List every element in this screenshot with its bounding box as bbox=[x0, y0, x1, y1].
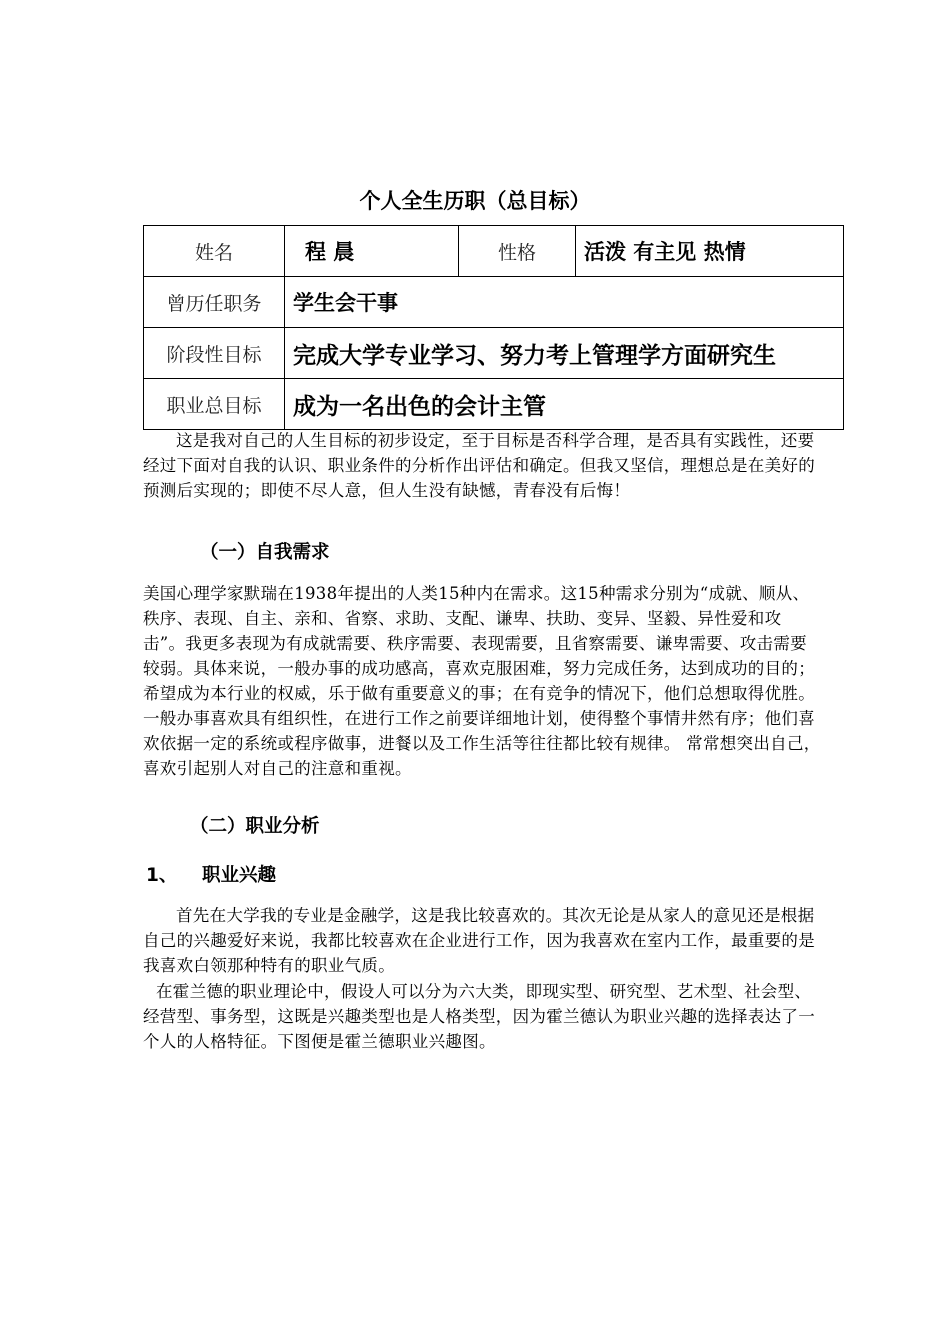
personality-label: 性格 bbox=[459, 226, 576, 277]
name-label: 姓名 bbox=[144, 226, 285, 277]
career-goal-label: 职业总目标 bbox=[144, 379, 285, 430]
personality-value: 活泼 有主见 热情 bbox=[576, 226, 844, 277]
position-label: 曾历任职务 bbox=[144, 277, 285, 328]
section-heading-self-needs: （一）自我需求 bbox=[200, 542, 330, 563]
table-row bbox=[144, 277, 844, 328]
table-row bbox=[144, 379, 844, 430]
table-row bbox=[144, 328, 844, 379]
profile-table bbox=[143, 225, 844, 430]
career-interest-paragraph-2: 在霍兰德的职业理论中，假设人可以分为六大类，即现实型、研究型、艺术型、社会型、经营型、事务型，这既是兴趣类型也是人格类型，因为霍兰德认为职业兴趣的选择表达了一个人的人格特征。下图便是霍兰德职业兴趣图。 bbox=[143, 982, 815, 1051]
name-value: 程 晨 bbox=[285, 226, 459, 277]
table-row bbox=[144, 226, 844, 277]
career-goal-value: 成为一名出色的会计主管 bbox=[285, 379, 844, 430]
section-heading-career-analysis: （二）职业分析 bbox=[190, 816, 320, 837]
subheading-number: 1、 bbox=[146, 865, 178, 886]
position-value: 学生会干事 bbox=[285, 277, 844, 328]
intro-paragraph: 这是我对自己的人生目标的初步设定，至于目标是否科学合理，是否具有实践性，还要经过下面对自我的认识、职业条件的分析作出评估和确定。但我又坚信，理想总是在美好的预测后实现的；即使不尽人意，但人生没有缺憾，青春没有后悔！ bbox=[143, 431, 815, 500]
career-interest-paragraph-1: 首先在大学我的专业是金融学，这是我比较喜欢的。其次无论是从家人的意见还是根据自己的兴趣爱好来说，我都比较喜欢在企业进行工作，因为我喜欢在室内工作，最重要的是我喜欢白领那种特有的职业气质。 bbox=[143, 906, 815, 975]
subheading-career-interest bbox=[146, 862, 446, 890]
subheading-label: 职业兴趣 bbox=[202, 865, 277, 886]
self-needs-paragraph: 美国心理学家默瑞在1938年提出的人类15种内在需求。这15种需求分别为“成就、顺从、秩序、表现、自主、亲和、省察、求助、支配、谦卑、扶助、变异、坚毅、异性爱和攻击”。我更多表现为有成就需要、秩序需要、表现需要，且省察需要、谦卑需要、攻击需要较弱。具体来说，一般办事的成功感高，喜欢克服困难，努力完成任务，达到成功的目的；希望成为本行业的权威，乐于做有重要意义的事；在有竞争的情况下，他们总想取得优胜。 一般办事喜欢具有组织性，在进行工作之前要详细地计划，使得整个事情井然有序；他们喜欢依据一定的系统或程序做事，进餐以及工作生活等往往都比较有规律。 常常想突出自己，喜欢引起别人对自己的注意和重视。 bbox=[143, 584, 821, 778]
stage-goal-label: 阶段性目标 bbox=[144, 328, 285, 379]
stage-goal-value: 完成大学专业学习、努力考上管理学方面研究生 bbox=[285, 328, 844, 379]
document-title: 个人全生历职（总目标） bbox=[359, 189, 591, 213]
